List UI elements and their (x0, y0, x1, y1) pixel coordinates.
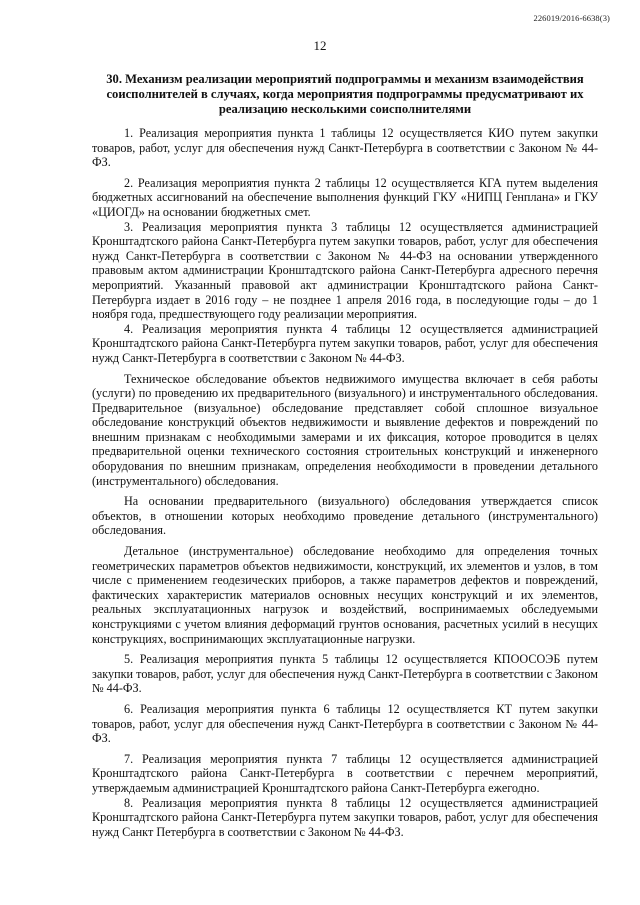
paragraph-1: 1. Реализация мероприятия пункта 1 таблицы 12 осуществляется КИО путем закупки товаров, работ, услуг для обеспечения нужд Санкт-Петербурга в соответствии с Законом № 44-ФЗ. (92, 126, 598, 170)
paragraph-5: Техническое обследование объектов недвижимого имущества включает в себя работы (услуги) по проведению их предварительного (визуального) и инструментального обследования. Предварительное (визуальное) обследование представляет собой сплошное визуальное обследование конструкций объектов недвижимости и выявление дефектов и повреждений по внешним признакам с необходимыми замерами и их фиксация, которое проводится в целях предварительной оценки технического состояния строительных конструкций и инженерного оборудования по внешним признакам, определения необходимости в проведении детального (инструментального) обследования. (92, 371, 598, 488)
paragraph-2: 2. Реализация мероприятия пункта 2 таблицы 12 осуществляется КГА путем выделения бюджетных ассигнований на обеспечение выполнения функций ГКУ «НИПЦ Генплана» и ГКУ «ЦИОГД» на основании бюджетных смет. (92, 175, 598, 219)
paragraph-9: 6. Реализация мероприятия пункта 6 таблицы 12 осуществляется КТ путем закупки товаров, работ, услуг для обеспечения нужд Санкт-Петербурга в соответствии с Законом № 44-ФЗ. (92, 701, 598, 746)
body-text (92, 126, 598, 839)
paragraph-4: 4. Реализация мероприятия пункта 4 таблицы 12 осуществляется администрацией Кронштадтского района Санкт-Петербурга путем закупки товаров, работ, услуг для обеспечения нужд Санкт-Петербурга в соответствии с Законом № 44-ФЗ. (92, 321, 598, 365)
paragraph-6: На основании предварительного (визуального) обследования утверждается список объектов, в отношении которых необходимо проведение детального (инструментального) обследования. (92, 494, 598, 538)
section-heading: 30. Механизм реализации мероприятий подпрограммы и механизм взаимодействия соисполнителей в случаях, когда мероприятия подпрограммы предусматривают их реализацию несколькими соисполнителями (106, 72, 584, 116)
paragraph-7: Детальное (инструментальное) обследование необходимо для определения точных геометрических параметров объектов недвижимости, конструкций, их элементов и узлов, в том числе с применением геодезических приборов, а также параметров дефектов и повреждений, фактических характеристик материалов основных несущих конструкций и их элементов, реальных эксплуатационных нагрузок и воздействий, воспринимаемых обследуемыми конструкциями с учетом влияния деформаций грунтов основания, расчетных усилий в несущих конструкциях, воспринимающих эксплуатационные нагрузки. (92, 544, 598, 646)
document-id: 226019/2016-6638(3) (533, 13, 610, 23)
page-number: 12 (313, 38, 327, 53)
paragraph-11: 8. Реализация мероприятия пункта 8 таблицы 12 осуществляется администрацией Кронштадтского района Санкт-Петербурга путем закупки товаров, работ, услуг для обеспечения нужд Санкт Петербурга в соответствии с Законом № 44-ФЗ. (92, 795, 598, 839)
paragraph-3: 3. Реализация мероприятия пункта 3 таблицы 12 осуществляется администрацией Кронштадтского района Санкт-Петербурга путем закупки товаров, работ, услуг для обеспечения нужд Санкт-Петербурга в соответствии с Законом № 44-ФЗ на основании утвержденного правовым актом администрации Кронштадтского района Санкт-Петербурга адресного перечня мероприятий. Указанный правовой акт администрации Кронштадтского района Санкт-Петербурга издает в 2016 году – не позднее 1 апреля 2016 года, в последующие годы – до 1 ноября года, предшествующего году реализации мероприятия. (92, 219, 598, 322)
paragraph-8: 5. Реализация мероприятия пункта 5 таблицы 12 осуществляется КПООСОЭБ путем закупки товаров, работ, услуг для обеспечения нужд Санкт-Петербурга в соответствии с Законом № 44-ФЗ. (92, 652, 598, 696)
paragraph-10: 7. Реализация мероприятия пункта 7 таблицы 12 осуществляется администрацией Кронштадтского района Санкт-Петербурга в соответствии с перечнем мероприятий, утверждаемым администрацией Кронштадтского района Санкт-Петербурга ежегодно. (92, 751, 598, 795)
